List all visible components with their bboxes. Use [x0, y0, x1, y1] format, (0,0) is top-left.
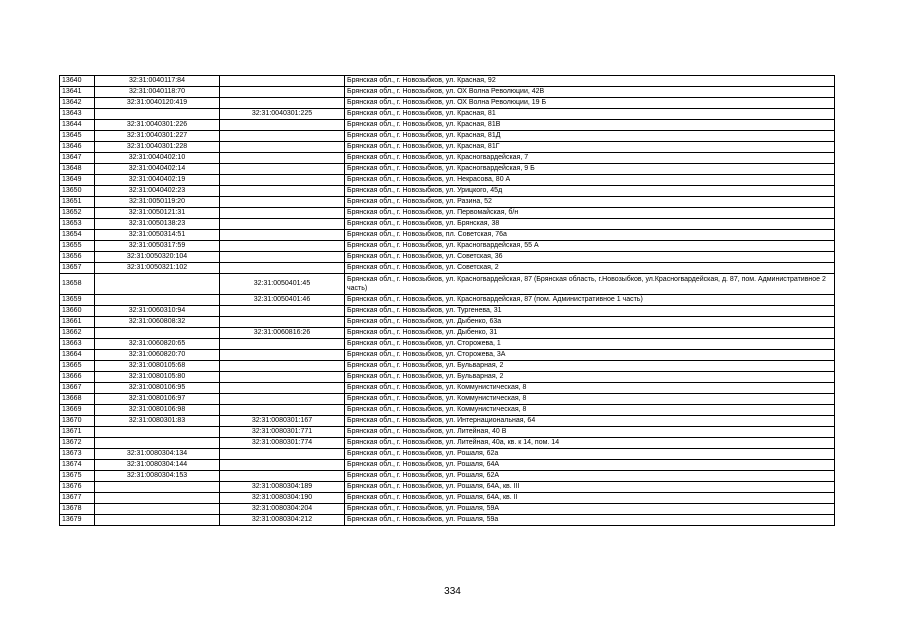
address-cell: Брянская обл., г. Новозыбков, ул. Первомайская, б/н — [345, 208, 835, 219]
address-cell: Брянская обл., г. Новозыбков, ул. Красная, 81 — [345, 109, 835, 120]
table-row — [60, 482, 835, 493]
address-cell: Брянская обл., г. Новозыбков, ул. Рошаля, 62А — [345, 471, 835, 482]
table-row — [60, 493, 835, 504]
row-number-cell: 13640 — [60, 76, 95, 87]
table-row — [60, 449, 835, 460]
cadastral-number-cell: 32:31:0050321:102 — [95, 263, 220, 274]
row-number-cell: 13648 — [60, 164, 95, 175]
premises-cadastral-number-cell — [220, 394, 345, 405]
cadastral-number-cell: 32:31:0060808:32 — [95, 317, 220, 328]
row-number-cell: 13673 — [60, 449, 95, 460]
table-row — [60, 241, 835, 252]
table-body — [60, 76, 835, 526]
row-number-cell: 13645 — [60, 131, 95, 142]
row-number-cell: 13654 — [60, 230, 95, 241]
cadastral-number-cell — [95, 427, 220, 438]
premises-cadastral-number-cell — [220, 186, 345, 197]
cadastral-table — [59, 75, 835, 526]
cadastral-number-cell — [95, 493, 220, 504]
cadastral-number-cell: 32:31:0050314:51 — [95, 230, 220, 241]
address-cell: Брянская обл., г. Новозыбков, ул. Дыбенко, 31 — [345, 328, 835, 339]
cadastral-number-cell: 32:31:0080304:134 — [95, 449, 220, 460]
row-number-cell: 13655 — [60, 241, 95, 252]
cadastral-number-cell: 32:31:0050121:31 — [95, 208, 220, 219]
premises-cadastral-number-cell — [220, 405, 345, 416]
address-cell: Брянская обл., г. Новозыбков, ул. ОХ Волна Революции, 19 Б — [345, 98, 835, 109]
row-number-cell: 13664 — [60, 350, 95, 361]
address-cell: Брянская обл., г. Новозыбков, ул. Красногвардейская, 7 — [345, 153, 835, 164]
premises-cadastral-number-cell — [220, 372, 345, 383]
table-row — [60, 230, 835, 241]
table-row — [60, 109, 835, 120]
cadastral-number-cell: 32:31:0080106:97 — [95, 394, 220, 405]
cadastral-number-cell: 32:31:0080304:153 — [95, 471, 220, 482]
address-cell: Брянская обл., г. Новозыбков, ул. Красногвардейская, 9 Б — [345, 164, 835, 175]
premises-cadastral-number-cell — [220, 164, 345, 175]
table-row — [60, 427, 835, 438]
row-number-cell: 13641 — [60, 87, 95, 98]
address-cell: Брянская обл., г. Новозыбков, ул. Брянская, 38 — [345, 219, 835, 230]
table-row — [60, 208, 835, 219]
address-cell: Брянская обл., г. Новозыбков, ул. Красная, 92 — [345, 76, 835, 87]
table-row — [60, 339, 835, 350]
premises-cadastral-number-cell — [220, 87, 345, 98]
table-row — [60, 317, 835, 328]
address-cell: Брянская обл., г. Новозыбков, ул. ОХ Волна Революции, 42В — [345, 87, 835, 98]
table-row — [60, 98, 835, 109]
table-row — [60, 361, 835, 372]
address-cell: Брянская обл., г. Новозыбков, ул. Бульварная, 2 — [345, 372, 835, 383]
address-cell: Брянская обл., г. Новозыбков, ул. Красногвардейская, 87 (Брянская область, г.Новозыбков, ул.Красногвардейская, д. 87, пом. Административное 2 часть) — [345, 274, 835, 295]
premises-cadastral-number-cell: 32:31:0080301:774 — [220, 438, 345, 449]
row-number-cell: 13656 — [60, 252, 95, 263]
row-number-cell: 13679 — [60, 515, 95, 526]
premises-cadastral-number-cell — [220, 383, 345, 394]
table-row — [60, 142, 835, 153]
cadastral-number-cell: 32:31:0050138:23 — [95, 219, 220, 230]
table-row — [60, 164, 835, 175]
table-row — [60, 76, 835, 87]
address-cell: Брянская обл., г. Новозыбков, ул. Разина, 52 — [345, 197, 835, 208]
address-cell: Брянская обл., г. Новозыбков, ул. Рошаля, 62а — [345, 449, 835, 460]
premises-cadastral-number-cell: 32:31:0080304:204 — [220, 504, 345, 515]
cadastral-number-cell — [95, 482, 220, 493]
address-cell: Брянская обл., г. Новозыбков, ул. Красная, 81Д — [345, 131, 835, 142]
row-number-cell: 13667 — [60, 383, 95, 394]
premises-cadastral-number-cell: 32:31:0080301:771 — [220, 427, 345, 438]
address-cell: Брянская обл., г. Новозыбков, ул. Коммунистическая, 8 — [345, 383, 835, 394]
row-number-cell: 13657 — [60, 263, 95, 274]
cadastral-number-cell — [95, 328, 220, 339]
table-row — [60, 383, 835, 394]
cadastral-number-cell: 32:31:0040117:84 — [95, 76, 220, 87]
table-row — [60, 175, 835, 186]
cadastral-number-cell: 32:31:0050119:20 — [95, 197, 220, 208]
address-cell: Брянская обл., г. Новозыбков, ул. Урицкого, 45д — [345, 186, 835, 197]
premises-cadastral-number-cell — [220, 197, 345, 208]
table-row — [60, 263, 835, 274]
table-row — [60, 504, 835, 515]
row-number-cell: 13660 — [60, 306, 95, 317]
row-number-cell: 13665 — [60, 361, 95, 372]
premises-cadastral-number-cell: 32:31:0080304:190 — [220, 493, 345, 504]
premises-cadastral-number-cell — [220, 460, 345, 471]
row-number-cell: 13662 — [60, 328, 95, 339]
table-row — [60, 131, 835, 142]
cadastral-number-cell: 32:31:0040301:228 — [95, 142, 220, 153]
row-number-cell: 13642 — [60, 98, 95, 109]
cadastral-number-cell: 32:31:0080105:80 — [95, 372, 220, 383]
row-number-cell: 13668 — [60, 394, 95, 405]
premises-cadastral-number-cell: 32:31:0080301:167 — [220, 416, 345, 427]
row-number-cell: 13658 — [60, 274, 95, 295]
row-number-cell: 13669 — [60, 405, 95, 416]
premises-cadastral-number-cell — [220, 175, 345, 186]
premises-cadastral-number-cell — [220, 317, 345, 328]
table-row — [60, 197, 835, 208]
premises-cadastral-number-cell — [220, 131, 345, 142]
cadastral-number-cell: 32:31:0050317:59 — [95, 241, 220, 252]
table-row — [60, 372, 835, 383]
premises-cadastral-number-cell — [220, 241, 345, 252]
premises-cadastral-number-cell — [220, 263, 345, 274]
row-number-cell: 13666 — [60, 372, 95, 383]
address-cell: Брянская обл., г. Новозыбков, ул. Тургенева, 31 — [345, 306, 835, 317]
row-number-cell: 13659 — [60, 295, 95, 306]
row-number-cell: 13670 — [60, 416, 95, 427]
table-row — [60, 306, 835, 317]
address-cell: Брянская обл., г. Новозыбков, ул. Рошаля, 64А — [345, 460, 835, 471]
cadastral-number-cell: 32:31:0060310:94 — [95, 306, 220, 317]
table-row — [60, 471, 835, 482]
address-cell: Брянская обл., г. Новозыбков, ул. Красная, 81Г — [345, 142, 835, 153]
row-number-cell: 13653 — [60, 219, 95, 230]
premises-cadastral-number-cell — [220, 350, 345, 361]
row-number-cell: 13652 — [60, 208, 95, 219]
address-cell: Брянская обл., г. Новозыбков, ул. Рошаля, 59А — [345, 504, 835, 515]
cadastral-number-cell — [95, 274, 220, 295]
table-row — [60, 274, 835, 295]
cadastral-number-cell: 32:31:0080301:83 — [95, 416, 220, 427]
cadastral-number-cell: 32:31:0040120:419 — [95, 98, 220, 109]
address-cell: Брянская обл., г. Новозыбков, ул. Коммунистическая, 8 — [345, 405, 835, 416]
table-row — [60, 515, 835, 526]
premises-cadastral-number-cell — [220, 306, 345, 317]
cadastral-number-cell: 32:31:0080304:144 — [95, 460, 220, 471]
page-number: 334 — [444, 586, 461, 597]
cadastral-number-cell: 32:31:0040402:23 — [95, 186, 220, 197]
address-cell: Брянская обл., г. Новозыбков, ул. Советская, 2 — [345, 263, 835, 274]
registry-sheet — [59, 75, 835, 526]
address-cell: Брянская обл., г. Новозыбков, ул. Сторожева, 1 — [345, 339, 835, 350]
row-number-cell: 13671 — [60, 427, 95, 438]
address-cell: Брянская обл., г. Новозыбков, ул. Литейная, 40 В — [345, 427, 835, 438]
cadastral-number-cell: 32:31:0040301:226 — [95, 120, 220, 131]
table-row — [60, 186, 835, 197]
table-row — [60, 153, 835, 164]
premises-cadastral-number-cell: 32:31:0060816:26 — [220, 328, 345, 339]
cadastral-number-cell: 32:31:0040402:10 — [95, 153, 220, 164]
premises-cadastral-number-cell — [220, 449, 345, 460]
row-number-cell: 13649 — [60, 175, 95, 186]
premises-cadastral-number-cell — [220, 120, 345, 131]
row-number-cell: 13651 — [60, 197, 95, 208]
cadastral-number-cell: 32:31:0080106:98 — [95, 405, 220, 416]
address-cell: Брянская обл., г. Новозыбков, ул. Сторожева, 3А — [345, 350, 835, 361]
premises-cadastral-number-cell — [220, 361, 345, 372]
premises-cadastral-number-cell — [220, 76, 345, 87]
address-cell: Брянская обл., г. Новозыбков, ул. Красногвардейская, 87 (пом. Административное 1 часть) — [345, 295, 835, 306]
table-row — [60, 252, 835, 263]
address-cell: Брянская обл., г. Новозыбков, ул. Дыбенко, 63а — [345, 317, 835, 328]
row-number-cell: 13643 — [60, 109, 95, 120]
row-number-cell: 13661 — [60, 317, 95, 328]
cadastral-number-cell — [95, 438, 220, 449]
row-number-cell: 13672 — [60, 438, 95, 449]
address-cell: Брянская обл., г. Новозыбков, ул. Литейная, 40а, кв. к 14, пом. 14 — [345, 438, 835, 449]
address-cell: Брянская обл., г. Новозыбков, ул. Коммунистическая, 8 — [345, 394, 835, 405]
address-cell: Брянская обл., г. Новозыбков, ул. Рошаля, 64А, кв. III — [345, 482, 835, 493]
premises-cadastral-number-cell: 32:31:0040301:225 — [220, 109, 345, 120]
table-row — [60, 416, 835, 427]
table-row — [60, 120, 835, 131]
cadastral-number-cell: 32:31:0040402:14 — [95, 164, 220, 175]
table-row — [60, 405, 835, 416]
premises-cadastral-number-cell — [220, 208, 345, 219]
cadastral-number-cell: 32:31:0080106:95 — [95, 383, 220, 394]
address-cell: Брянская обл., г. Новозыбков, ул. Бульварная, 2 — [345, 361, 835, 372]
row-number-cell: 13676 — [60, 482, 95, 493]
premises-cadastral-number-cell — [220, 153, 345, 164]
cadastral-number-cell: 32:31:0040118:70 — [95, 87, 220, 98]
address-cell: Брянская обл., г. Новозыбков, ул. Советская, 36 — [345, 252, 835, 263]
address-cell: Брянская обл., г. Новозыбков, ул. Некрасова, 80 А — [345, 175, 835, 186]
cadastral-number-cell — [95, 504, 220, 515]
table-row — [60, 350, 835, 361]
premises-cadastral-number-cell — [220, 252, 345, 263]
premises-cadastral-number-cell: 32:31:0050401:45 — [220, 274, 345, 295]
table-row — [60, 295, 835, 306]
cadastral-number-cell: 32:31:0040402:19 — [95, 175, 220, 186]
table-row — [60, 438, 835, 449]
cadastral-number-cell: 32:31:0080105:68 — [95, 361, 220, 372]
cadastral-number-cell — [95, 515, 220, 526]
premises-cadastral-number-cell: 32:31:0080304:189 — [220, 482, 345, 493]
table-row — [60, 87, 835, 98]
table-row — [60, 328, 835, 339]
address-cell: Брянская обл., г. Новозыбков, ул. Рошаля, 64А, кв. II — [345, 493, 835, 504]
cadastral-number-cell: 32:31:0060820:65 — [95, 339, 220, 350]
address-cell: Брянская обл., г. Новозыбков, пл. Советская, 76а — [345, 230, 835, 241]
row-number-cell: 13677 — [60, 493, 95, 504]
row-number-cell: 13647 — [60, 153, 95, 164]
row-number-cell: 13646 — [60, 142, 95, 153]
premises-cadastral-number-cell: 32:31:0050401:46 — [220, 295, 345, 306]
address-cell: Брянская обл., г. Новозыбков, ул. Рошаля, 59а — [345, 515, 835, 526]
premises-cadastral-number-cell: 32:31:0080304:212 — [220, 515, 345, 526]
row-number-cell: 13678 — [60, 504, 95, 515]
address-cell: Брянская обл., г. Новозыбков, ул. Интернациональная, 64 — [345, 416, 835, 427]
premises-cadastral-number-cell — [220, 339, 345, 350]
row-number-cell: 13674 — [60, 460, 95, 471]
row-number-cell: 13650 — [60, 186, 95, 197]
row-number-cell: 13675 — [60, 471, 95, 482]
table-row — [60, 219, 835, 230]
cadastral-number-cell: 32:31:0050320:104 — [95, 252, 220, 263]
cadastral-number-cell — [95, 295, 220, 306]
premises-cadastral-number-cell — [220, 219, 345, 230]
table-row — [60, 394, 835, 405]
cadastral-number-cell: 32:31:0060820:70 — [95, 350, 220, 361]
premises-cadastral-number-cell — [220, 471, 345, 482]
premises-cadastral-number-cell — [220, 230, 345, 241]
address-cell: Брянская обл., г. Новозыбков, ул. Красная, 81В — [345, 120, 835, 131]
cadastral-number-cell: 32:31:0040301:227 — [95, 131, 220, 142]
row-number-cell: 13663 — [60, 339, 95, 350]
row-number-cell: 13644 — [60, 120, 95, 131]
premises-cadastral-number-cell — [220, 98, 345, 109]
table-row — [60, 460, 835, 471]
cadastral-number-cell — [95, 109, 220, 120]
premises-cadastral-number-cell — [220, 142, 345, 153]
address-cell: Брянская обл., г. Новозыбков, ул. Красногвардейская, 55 А — [345, 241, 835, 252]
